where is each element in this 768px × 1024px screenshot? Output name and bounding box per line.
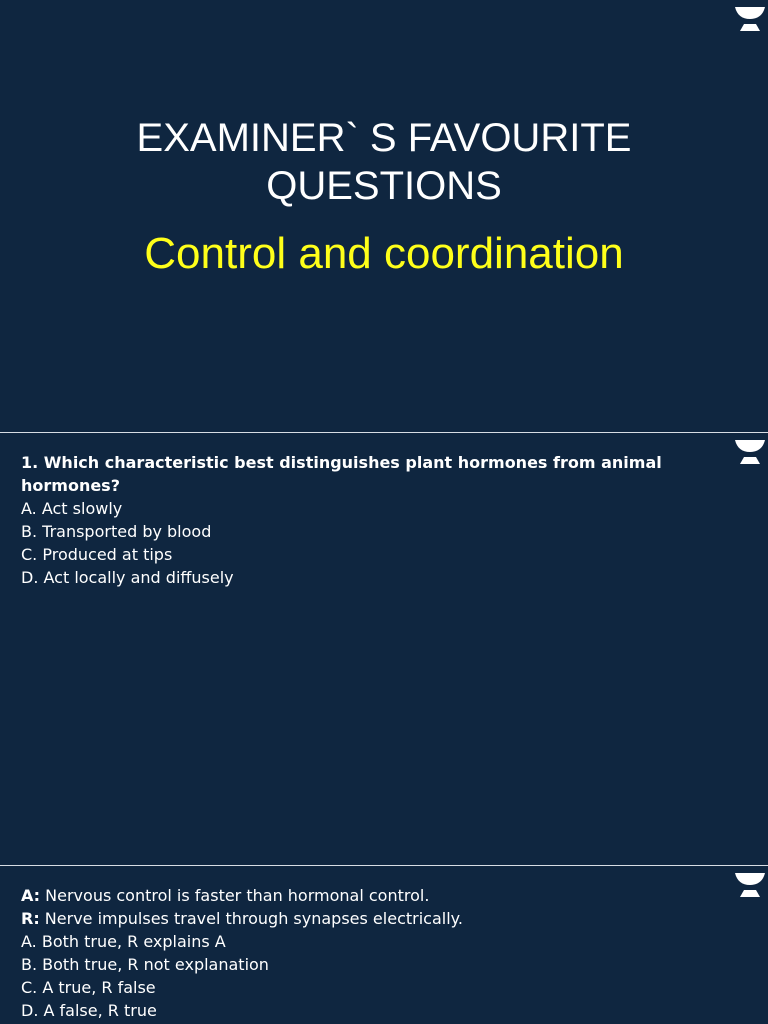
question-text: 1. Which characteristic best distinguishes plant hormones from animal hormones? [21,453,662,495]
question-slide-1 [0,433,768,865]
question-block [21,451,721,589]
slide-subtitle: Control and coordination [144,229,624,278]
goblet-logo-icon [734,437,766,465]
option-b: B. Both true, R not explanation [21,955,269,974]
assertion-line [21,884,721,907]
title-slide [0,0,768,432]
assertion-reason-block [21,884,721,1022]
slide-title [0,114,768,210]
option-c: C. A true, R false [21,978,156,997]
goblet-logo-icon [734,870,766,898]
option-d: D. A false, R true [21,1001,157,1020]
goblet-logo-icon [734,4,766,32]
option-d: D. Act locally and diffusely [21,568,234,587]
option-b: B. Transported by blood [21,522,212,541]
reason-label: R: [21,909,40,928]
assertion-label: A: [21,886,41,905]
option-c: C. Produced at tips [21,545,173,564]
option-a: A. Both true, R explains A [21,932,226,951]
reason-line [21,907,721,930]
option-a: A. Act slowly [21,499,123,518]
question-slide-2 [0,866,768,1024]
reason-text: Nerve impulses travel through synapses electrically. [39,909,463,928]
title-line-2: QUESTIONS [266,164,502,208]
title-line-1: EXAMINER` S FAVOURITE [136,116,632,160]
assertion-text: Nervous control is faster than hormonal control. [40,886,430,905]
